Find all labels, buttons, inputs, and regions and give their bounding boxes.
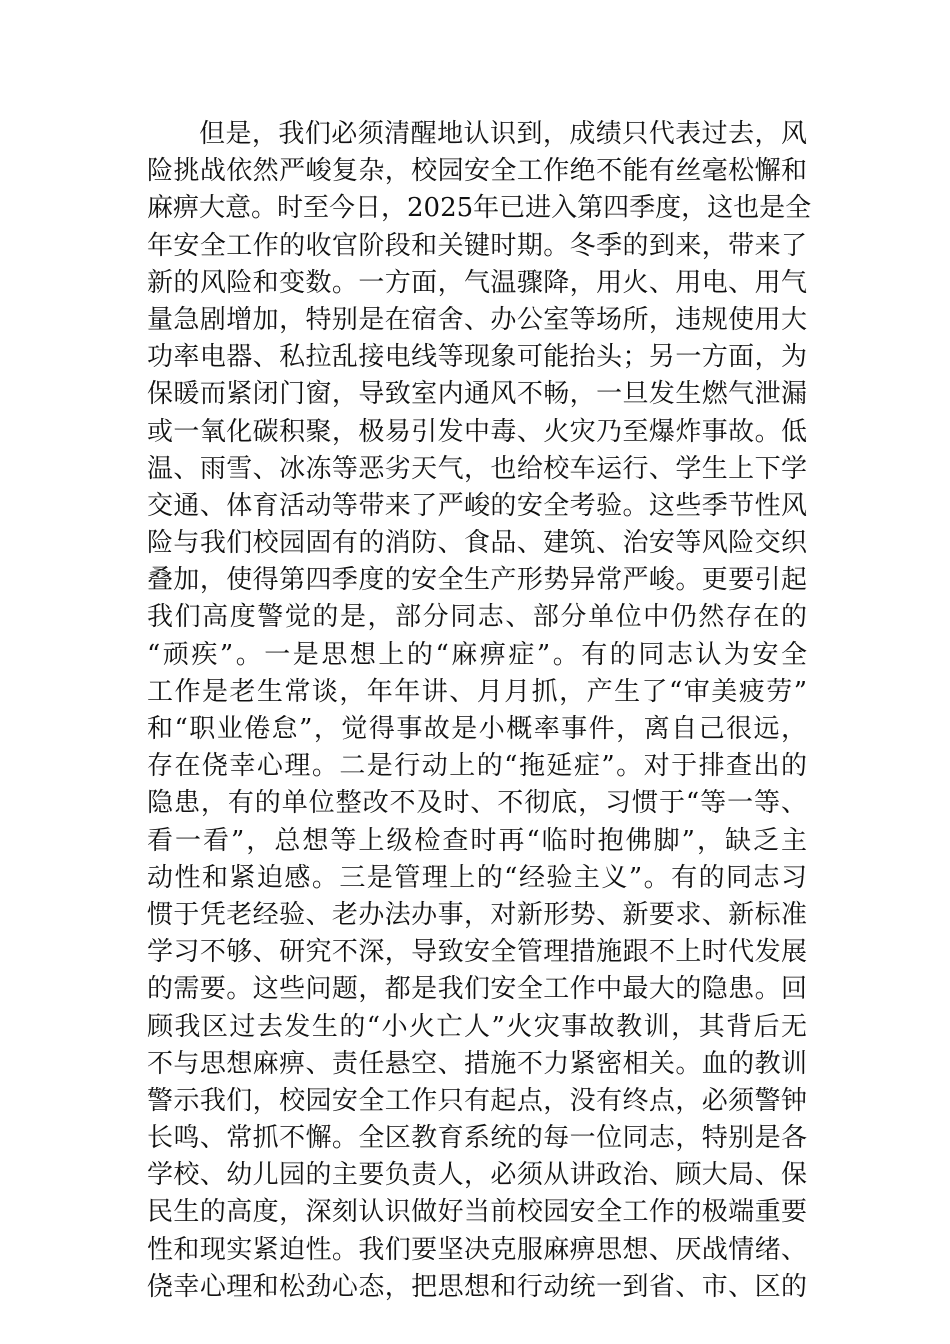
text-line: 不与思想麻痹、责任悬空、措施不力紧密相关。血的教训: [147, 1048, 807, 1079]
text-line: 保暖而紧闭门窗，导致室内通风不畅，一旦发生燃气泄漏: [147, 379, 807, 410]
text-line: 侥幸心理和松劲心态，把思想和行动统一到省、市、区的: [147, 1271, 807, 1302]
text-line: 或一氧化碳积聚，极易引发中毒、火灾乃至爆炸事故。低: [147, 416, 807, 447]
body-paragraph: [147, 116, 812, 1306]
text-line: “顽疾”。一是思想上的“麻痹症”。有的同志认为安全: [147, 639, 807, 670]
text-line: 长鸣、常抓不懈。全区教育系统的每一位同志，特别是各: [147, 1123, 807, 1154]
text-line: 新的风险和变数。一方面，气温骤降，用火、用电、用气: [147, 267, 807, 298]
text-line: 叠加，使得第四季度的安全生产形势异常严峻。更要引起: [147, 565, 807, 596]
text-line: 看一看”，总想等上级检查时再“临时抱佛脚”，缺乏主: [147, 825, 807, 856]
text-line: 量急剧增加，特别是在宿舍、办公室等场所，违规使用大: [147, 304, 807, 335]
text-line: 警示我们，校园安全工作只有起点，没有终点，必须警钟: [147, 1085, 807, 1116]
text-line: 功率电器、私拉乱接电线等现象可能抬头；另一方面，为: [147, 342, 807, 373]
text-line: 交通、体育活动等带来了严峻的安全考验。这些季节性风: [147, 490, 807, 521]
text-line: 民生的高度，深刻认识做好当前校园安全工作的极端重要: [147, 1197, 807, 1228]
text-line: 性和现实紧迫性。我们要坚决克服麻痹思想、厌战情绪、: [147, 1234, 807, 1265]
text-line: 惯于凭老经验、老办法办事，对新形势、新要求、新标准: [147, 899, 807, 930]
text-line: 存在侥幸心理。二是行动上的“拖延症”。对于排查出的: [147, 751, 807, 782]
text-line: 麻痹大意。时至今日，2025年已进入第四季度，这也是全: [147, 193, 812, 224]
text-line: 我们高度警觉的是，部分同志、部分单位中仍然存在的: [147, 602, 807, 633]
text-line: 但是，我们必须清醒地认识到，成绩只代表过去，风: [199, 119, 807, 149]
text-line: 工作是老生常谈，年年讲、月月抓，产生了“审美疲劳”: [147, 676, 807, 707]
text-line: 年安全工作的收官阶段和关键时期。冬季的到来，带来了: [147, 230, 807, 261]
text-line: 动性和紧迫感。三是管理上的“经验主义”。有的同志习: [147, 862, 807, 893]
text-line: 的需要。这些问题，都是我们安全工作中最大的隐患。回: [147, 974, 807, 1005]
text-line: 险与我们校园固有的消防、食品、建筑、治安等风险交织: [147, 528, 807, 559]
text-line: 和“职业倦怠”，觉得事故是小概率事件，离自己很远，: [147, 714, 807, 744]
text-line: 顾我区过去发生的“小火亡人”火灾事故教训，其背后无: [147, 1011, 807, 1042]
text-line: 隐患，有的单位整改不及时、不彻底，习惯于“等一等、: [147, 788, 807, 819]
text-line: 学校、幼儿园的主要负责人，必须从讲政治、顾大局、保: [147, 1160, 807, 1191]
text-line: 险挑战依然严峻复杂，校园安全工作绝不能有丝毫松懈和: [147, 156, 807, 187]
text-line: 温、雨雪、冰冻等恶劣天气，也给校车运行、学生上下学: [147, 453, 807, 484]
text-line: 学习不够、研究不深，导致安全管理措施跟不上时代发展: [147, 937, 807, 968]
